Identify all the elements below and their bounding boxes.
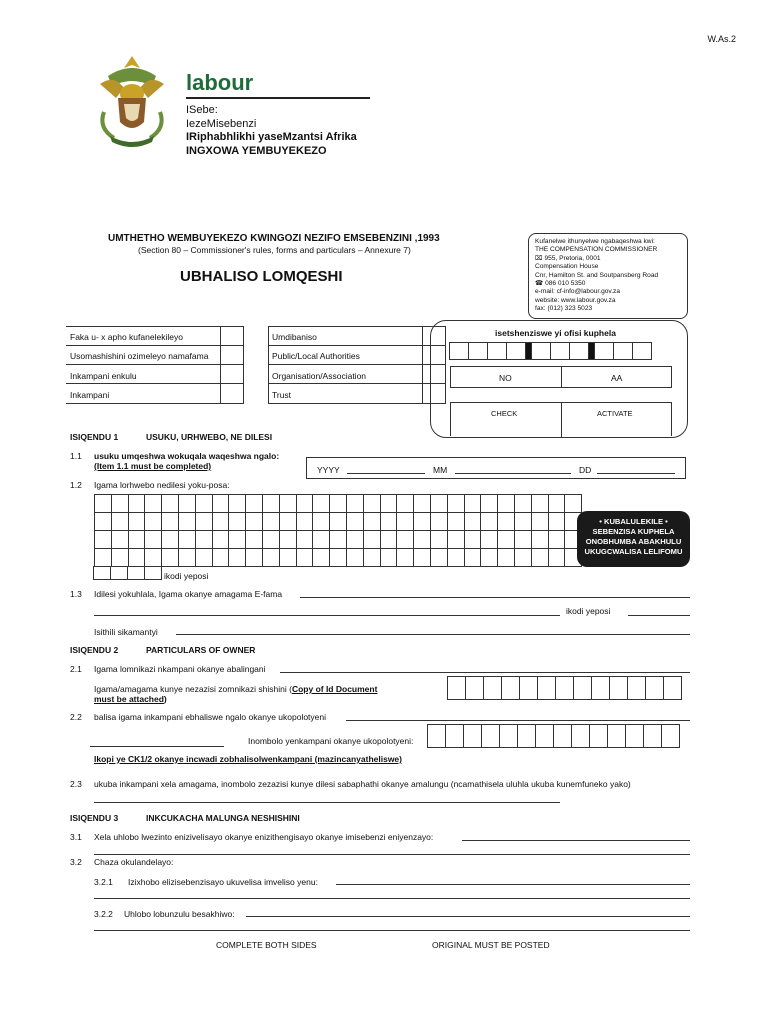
trade-name-cell[interactable] [212, 530, 230, 549]
address-line: Kufanelwe ithunyelwe ngabaqeshwa kwi: [535, 238, 655, 245]
postal-code-cell[interactable] [110, 566, 128, 580]
trade-name-cell[interactable] [329, 548, 347, 567]
item-2-3-label: ukuba inkampani xela amagama, inombolo zezazisi kunye dilesi sabaphathi okanye amalungu (ncamathisela uluhla ukuba kunemfuneko yako) [94, 779, 631, 789]
registration-number-cell[interactable] [589, 724, 608, 748]
trade-name-cell[interactable] [396, 494, 414, 513]
address-line: website: www.labour.gov.za [535, 296, 616, 304]
item-1-1-label: usuku umqeshwa wokuqala waqeshwa ngalo: [94, 451, 280, 461]
month-field[interactable] [455, 473, 571, 474]
registration-number-cell[interactable] [643, 724, 662, 748]
trade-name-cell[interactable] [430, 530, 448, 549]
magisterial-district-field[interactable] [176, 634, 690, 635]
office-cell[interactable] [468, 342, 488, 360]
header-line-4: INGXOWA YEMBUYEKEZO [186, 144, 327, 157]
office-cell[interactable] [550, 342, 570, 360]
col-divider [561, 403, 563, 437]
owner-id-cell[interactable] [537, 676, 556, 700]
employer-type-label: Trust [272, 390, 292, 400]
trade-name-cell[interactable] [346, 530, 364, 549]
trade-name-cell[interactable] [430, 494, 448, 513]
business-nature-field-1[interactable] [462, 840, 690, 841]
trade-name-cell[interactable] [111, 494, 129, 513]
office-ref-cells [450, 342, 652, 360]
trade-name-cell[interactable] [245, 494, 263, 513]
trade-name-cell[interactable] [363, 530, 381, 549]
address-box [528, 233, 688, 319]
trade-name-cell[interactable] [480, 512, 498, 531]
trade-name-cell[interactable] [245, 530, 263, 549]
trade-name-cell[interactable] [464, 494, 482, 513]
brand-underline [186, 97, 370, 99]
employer-type-label: Inkampani [70, 390, 110, 400]
form-title: UBHALISO LOMQESHI [180, 268, 343, 285]
trade-name-cell[interactable] [514, 530, 532, 549]
trade-name-cell[interactable] [380, 548, 398, 567]
owner-id-cell[interactable] [573, 676, 592, 700]
owner-id-cell[interactable] [645, 676, 664, 700]
registration-number-cells [428, 724, 680, 748]
owner-name-field[interactable] [280, 672, 690, 673]
month-label: MM [433, 465, 448, 475]
trade-name-cell[interactable] [312, 494, 330, 513]
registration-number-cell[interactable] [499, 724, 518, 748]
trade-name-cell[interactable] [531, 548, 549, 567]
trade-name-cell[interactable] [144, 494, 162, 513]
trade-name-cell[interactable] [262, 530, 280, 549]
trade-name-cell[interactable] [279, 512, 297, 531]
magisterial-district-label: Isithili sikamantyi [94, 627, 158, 637]
office-cell[interactable] [531, 342, 551, 360]
act-subtitle: (Section 80 – Commissioner's rules, forms and particulars – Annexure 7) [138, 245, 411, 255]
section-1-number: ISIQENDU 1 [70, 432, 119, 442]
item-number: 3.1 [70, 832, 82, 842]
registration-number-cell[interactable] [481, 724, 500, 748]
employer-type-label: Inkampani enkulu [70, 371, 137, 381]
trade-name-cell[interactable] [312, 512, 330, 531]
item-1-2-label: Igama lorhwebo nedilesi yoku-posa: [94, 480, 230, 490]
item-number: 1.3 [70, 589, 82, 599]
section-1-title: USUKU, URHWEBO, NE DILESI [146, 432, 273, 442]
trade-name-cell[interactable] [380, 512, 398, 531]
owner-id-cell[interactable] [447, 676, 466, 700]
office-cell[interactable] [487, 342, 507, 360]
item-number: 2.1 [70, 664, 82, 674]
residential-address-line-2[interactable] [94, 615, 560, 616]
trade-name-cell[interactable] [195, 530, 213, 549]
employer-type-label: Faka u- x apho kufanelekileyo [70, 332, 183, 342]
day-label: DD [579, 465, 592, 475]
header-line-3: IRiphabhlikhi yaseMzantsi Afrika [186, 131, 357, 143]
trade-name-cell[interactable] [548, 494, 566, 513]
date-first-employee-box[interactable] [306, 457, 686, 479]
postal-code-field-2[interactable] [628, 615, 690, 616]
postal-code-cell[interactable] [93, 566, 111, 580]
trade-name-cell[interactable] [111, 530, 129, 549]
trade-name-cell[interactable] [144, 548, 162, 567]
trade-name-cell[interactable] [480, 530, 498, 549]
trade-name-cell[interactable] [413, 548, 431, 567]
trade-name-cell[interactable] [228, 494, 246, 513]
trade-name-cell[interactable] [396, 512, 414, 531]
item-number: 1.2 [70, 480, 82, 490]
trade-name-cell[interactable] [161, 548, 179, 567]
office-use-title: isetshenziswe yi ofisi kuphela [495, 328, 616, 338]
trade-name-cell[interactable] [497, 512, 515, 531]
address-line: fax: (012) 323 5023 [535, 305, 593, 313]
checkbox-company[interactable] [220, 383, 244, 404]
trade-name-cell[interactable] [413, 530, 431, 549]
owner-id-cell[interactable] [483, 676, 502, 700]
office-cell[interactable] [632, 342, 652, 360]
coat-of-arms-logo [94, 54, 170, 150]
trade-name-cell[interactable] [346, 494, 364, 513]
owner-id-cell[interactable] [501, 676, 520, 700]
trade-name-cell[interactable] [447, 494, 465, 513]
trade-name-cell[interactable] [497, 494, 515, 513]
trade-name-cell[interactable] [497, 530, 515, 549]
trade-name-cell[interactable] [346, 548, 364, 567]
footer-original-posted: ORIGINAL MUST BE POSTED [432, 940, 550, 950]
office-no-label: NO [499, 373, 512, 383]
trade-name-cell[interactable] [430, 512, 448, 531]
footer-complete-both-sides: COMPLETE BOTH SIDES [216, 940, 317, 950]
trade-name-cell[interactable] [464, 512, 482, 531]
owner-id-cell[interactable] [591, 676, 610, 700]
item-2-2-label: balisa igama inkampani ebhaliswe ngalo okanye ukopolotyeni [94, 712, 327, 722]
year-field[interactable] [347, 473, 425, 474]
owner-id-cell[interactable] [627, 676, 646, 700]
row-divider [66, 345, 244, 346]
trade-name-cell[interactable] [296, 548, 314, 567]
item-number: 2.3 [70, 779, 82, 789]
registration-number-cell[interactable] [607, 724, 626, 748]
section-3-title: INKCUKACHA MALUNGA NESHISHINI [146, 813, 300, 823]
checkbox-sole-trader-header[interactable] [220, 326, 244, 346]
header-block [186, 104, 357, 158]
trade-name-cell[interactable] [228, 512, 246, 531]
address-phone [535, 280, 681, 288]
trade-name-cell[interactable] [564, 494, 582, 513]
employer-type-label: Public/Local Authorities [272, 351, 360, 361]
registration-number-cell[interactable] [517, 724, 536, 748]
row-divider [268, 326, 446, 327]
trade-name-cell[interactable] [296, 494, 314, 513]
trade-name-cell[interactable] [363, 494, 381, 513]
trade-name-cell[interactable] [212, 512, 230, 531]
trade-name-cell[interactable] [245, 548, 263, 567]
trade-name-cell[interactable] [380, 530, 398, 549]
address-line: Cnr, Hamilton St. and Soutpansberg Road [535, 271, 659, 279]
item-3-1-label: Xela uhlobo lwezinto enizivelisayo okanye enizithengisayo okanye imisebenzi eniyenzayo: [94, 832, 434, 842]
owner-id-cell[interactable] [465, 676, 484, 700]
checkbox-large-company[interactable] [220, 364, 244, 384]
registration-number-cell[interactable] [553, 724, 572, 748]
office-no-aa-row [450, 366, 672, 388]
trade-name-cell[interactable] [195, 512, 213, 531]
item-3-2-1-label: Izixhobo elizisebenzisayo ukuvelisa imveliso yenu: [128, 877, 318, 887]
trade-name-cell[interactable] [279, 548, 297, 567]
separator-line [90, 746, 224, 747]
trade-name-cell[interactable] [178, 512, 196, 531]
registration-number-cell[interactable] [427, 724, 446, 748]
trade-name-cell[interactable] [195, 548, 213, 567]
form-code: W.As.2 [707, 34, 736, 44]
registration-number-cell[interactable] [571, 724, 590, 748]
trade-name-cell[interactable] [464, 530, 482, 549]
trade-name-cell[interactable] [296, 512, 314, 531]
registration-number-label: Inombolo yenkampani okanye ukopolotyeni: [248, 736, 414, 746]
day-field[interactable] [597, 473, 675, 474]
owner-id-cell[interactable] [555, 676, 574, 700]
postal-code-label-2: ikodi yeposi [566, 606, 611, 616]
trade-name-cell[interactable] [128, 494, 146, 513]
checkbox-sole-trader[interactable] [220, 345, 244, 365]
trade-name-cell[interactable] [228, 530, 246, 549]
address-line: THE COMPENSATION COMMISSIONER [535, 246, 658, 254]
trade-name-cell[interactable] [212, 494, 230, 513]
item-number: 3.2 [70, 857, 82, 867]
employer-type-table [66, 326, 446, 404]
trade-name-cell[interactable] [329, 494, 347, 513]
address-line: Compensation House [535, 263, 599, 271]
trade-name-cell[interactable] [128, 530, 146, 549]
trade-name-cell[interactable] [363, 548, 381, 567]
capitals-notice: • KUBALULEKILE • SEBENZISA KUPHELA ONOBHUMBA ABAKHULU UKUGCWALISA LELIFOMU [577, 511, 690, 567]
trade-name-cell[interactable] [262, 512, 280, 531]
item-number: 1.1 [70, 451, 82, 461]
item-number: 3.2.1 [94, 877, 113, 887]
trade-name-cell[interactable] [144, 530, 162, 549]
trade-name-cell[interactable] [111, 548, 129, 567]
trade-name-cell[interactable] [531, 494, 549, 513]
office-check-row [450, 402, 672, 436]
item-1-1-note: (Item 1.1 must be completed) [94, 461, 212, 471]
row-divider [66, 364, 244, 365]
trade-name-cell[interactable] [346, 512, 364, 531]
owner-id-cells [448, 676, 682, 700]
trade-name-cell[interactable] [128, 512, 146, 531]
owner-id-text: Igama/amagama kunye nezazisi zomnikazi shishini ( [94, 684, 292, 694]
trade-name-cell[interactable] [94, 494, 112, 513]
trade-name-cell[interactable] [447, 530, 465, 549]
trade-name-cell[interactable] [363, 512, 381, 531]
owner-id-doc: Copy of Id Document [291, 684, 378, 694]
trade-name-cell[interactable] [548, 512, 566, 531]
address-pobox [535, 255, 681, 263]
trade-name-cell[interactable] [447, 548, 465, 567]
trade-name-cell[interactable] [497, 548, 515, 567]
registration-number-cell[interactable] [535, 724, 554, 748]
header-line-2: IezeMisebenzi [186, 117, 257, 130]
registration-number-cell[interactable] [661, 724, 680, 748]
registration-number-cell[interactable] [463, 724, 482, 748]
office-activate-label: ACTIVATE [597, 409, 633, 418]
ck-document-note: Ikopi ye CK1/2 okanye incwadi zobhalisolwenkampani (mazincanyatheliswe) [94, 754, 402, 764]
row-divider [268, 345, 446, 346]
postal-code-cell[interactable] [144, 566, 162, 580]
section-2-number: ISIQENDU 2 [70, 645, 119, 655]
trade-name-cell[interactable] [447, 512, 465, 531]
employer-type-label: Umdibaniso [272, 332, 317, 342]
office-cell[interactable] [594, 342, 614, 360]
residential-address-line-1[interactable] [300, 597, 690, 598]
trade-name-cell[interactable] [329, 512, 347, 531]
business-nature-field-2[interactable] [94, 854, 690, 855]
employer-type-label: Organisation/Association [272, 371, 367, 381]
row-divider [66, 403, 244, 404]
trade-name-cell[interactable] [111, 512, 129, 531]
trade-name-cell[interactable] [430, 548, 448, 567]
trade-name-cell[interactable] [94, 548, 112, 567]
trade-name-cell[interactable] [279, 530, 297, 549]
trade-name-cell[interactable] [480, 548, 498, 567]
mailbox-icon: ⌧ [535, 254, 543, 262]
trade-name-cell[interactable] [380, 494, 398, 513]
address-line: 955, Pretoria, 0001 [544, 254, 601, 262]
trade-name-cell[interactable] [178, 530, 196, 549]
row-divider [268, 403, 446, 404]
section-2-title: PARTICULARS OF OWNER [146, 645, 256, 655]
employer-type-label: Usomashishini ozimeleyo namafama [70, 351, 209, 361]
item-number: 3.2.2 [94, 909, 113, 919]
row-divider [268, 383, 446, 384]
trade-name-cell[interactable] [161, 530, 179, 549]
trade-name-cell[interactable] [228, 548, 246, 567]
trade-name-cell[interactable] [312, 548, 330, 567]
trade-name-cell[interactable] [94, 530, 112, 549]
machinery-field-1[interactable] [336, 884, 690, 885]
trade-name-cell[interactable] [514, 548, 532, 567]
postal-code-cell[interactable] [127, 566, 145, 580]
trade-name-cell[interactable] [329, 530, 347, 549]
owner-id-label: Igama/amagama kunye nezazisi zomnikazi shishini (Copy of Id Document must be attached) [94, 684, 378, 704]
registration-number-cell[interactable] [625, 724, 644, 748]
trade-name-cell[interactable] [161, 494, 179, 513]
trade-name-cell[interactable] [144, 512, 162, 531]
col-divider [268, 326, 269, 404]
trade-name-cell[interactable] [514, 494, 532, 513]
trade-name-cell[interactable] [312, 530, 330, 549]
trade-name-cell[interactable] [396, 548, 414, 567]
phone-icon: ☎ [535, 280, 544, 288]
trade-name-cell[interactable] [464, 548, 482, 567]
col-divider [561, 367, 563, 387]
postal-code-label: ikodi yeposi [164, 571, 209, 581]
brand-title: labour [186, 70, 254, 95]
office-aa-label: AA [611, 373, 623, 383]
building-type-field-2[interactable] [94, 930, 690, 931]
trade-name-cell[interactable] [548, 530, 566, 549]
owner-id-cell[interactable] [663, 676, 682, 700]
trade-name-cell[interactable] [161, 512, 179, 531]
year-label: YYYY [317, 465, 340, 475]
trade-name-cell[interactable] [413, 512, 431, 531]
trade-name-cell[interactable] [195, 494, 213, 513]
office-cell[interactable] [506, 342, 526, 360]
header-line-1: ISebe: [186, 104, 218, 116]
trade-name-cell[interactable] [245, 512, 263, 531]
item-1-3-label: Idilesi yokuhlala, Igama okanye amagama E-fama [94, 589, 283, 599]
company-name-field[interactable] [346, 720, 690, 721]
address-line: 086 010 5350 [545, 280, 586, 288]
directors-field[interactable] [94, 802, 560, 803]
trade-name-cell[interactable] [514, 512, 532, 531]
trade-name-cell[interactable] [279, 494, 297, 513]
trade-name-cell[interactable] [262, 494, 280, 513]
act-title: UMTHETHO WEMBUYEKEZO KWINGOZI NEZIFO EMSEBENZINI ,1993 [108, 233, 440, 244]
owner-id-cell[interactable] [609, 676, 628, 700]
trade-name-cell[interactable] [413, 494, 431, 513]
trade-name-cell[interactable] [178, 548, 196, 567]
item-3-2-2-label: Uhlobo lobunzulu besakhiwo: [124, 909, 235, 919]
trade-name-cell[interactable] [531, 530, 549, 549]
item-2-1-label: Igama lomnikazi nkampani okanye abalingani [94, 664, 266, 674]
trade-name-cell[interactable] [178, 494, 196, 513]
building-type-field-1[interactable] [246, 916, 690, 917]
trade-name-cell[interactable] [531, 512, 549, 531]
trade-name-cell[interactable] [262, 548, 280, 567]
item-number: 2.2 [70, 712, 82, 722]
office-cell[interactable] [449, 342, 469, 360]
office-cell[interactable] [613, 342, 633, 360]
owner-id-cell[interactable] [519, 676, 538, 700]
owner-id-attach: must be attached [94, 694, 164, 704]
row-divider [66, 383, 244, 384]
section-3-number: ISIQENDU 3 [70, 813, 119, 823]
trade-name-cell[interactable] [296, 530, 314, 549]
postal-code-cells [94, 566, 162, 580]
office-check-label: CHECK [491, 409, 518, 418]
office-cell[interactable] [569, 342, 589, 360]
registration-number-cell[interactable] [445, 724, 464, 748]
row-divider [268, 364, 446, 365]
trade-name-cell[interactable] [548, 548, 566, 567]
trade-name-cell[interactable] [396, 530, 414, 549]
trade-name-cell[interactable] [480, 494, 498, 513]
trade-name-cell[interactable] [94, 512, 112, 531]
address-line: e-mail: cf-info@labour.gov.za [535, 288, 620, 296]
trade-name-cell[interactable] [212, 548, 230, 567]
machinery-field-2[interactable] [94, 898, 690, 899]
trade-name-cell[interactable] [128, 548, 146, 567]
item-3-2-label: Chaza okulandelayo: [94, 857, 174, 867]
